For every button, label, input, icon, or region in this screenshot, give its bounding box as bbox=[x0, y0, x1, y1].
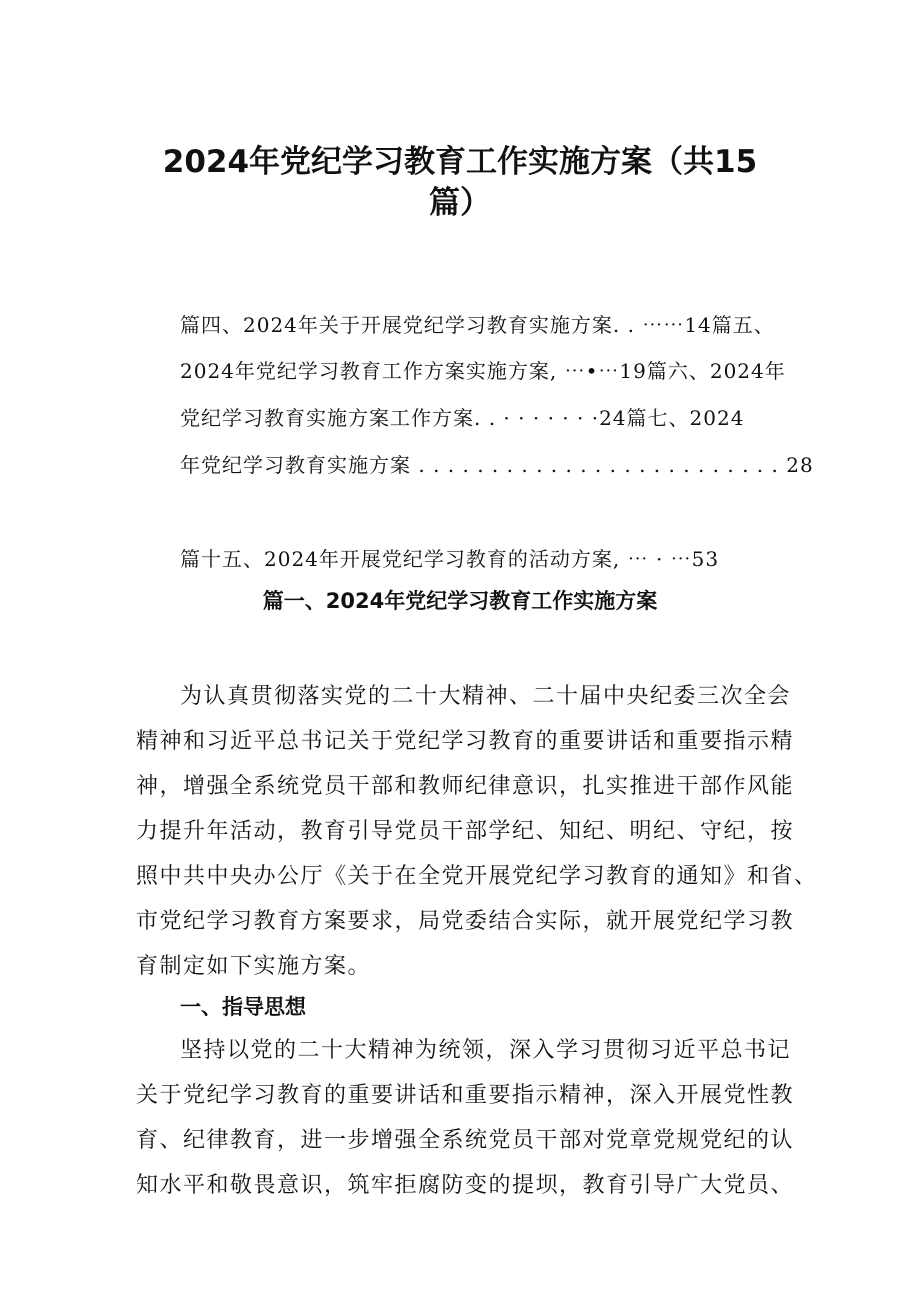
toc-line[interactable]: 党纪学习教育实施方案工作方案. . · · · · · · ·24篇七、2024 bbox=[180, 406, 745, 430]
toc-line[interactable]: 篇十五、2024年开展党纪学习教育的活动方案, ⋯ · ⋯53 bbox=[180, 547, 720, 571]
paragraph-line: 关于党纪学习教育的重要讲话和重要指示精神，深入开展党性教 bbox=[136, 1083, 795, 1108]
document-title-line-2-text: 篇） bbox=[429, 185, 491, 221]
paragraph-line: 育制定如下实施方案。 bbox=[136, 954, 372, 979]
paragraph-line: 为认真贯彻落实党的二十大精神、二十届中央纪委三次全会 bbox=[180, 684, 792, 709]
toc-line[interactable]: 2024年党纪学习教育工作方案实施方案, ⋯•⋯19篇六、2024年 bbox=[180, 359, 786, 383]
paragraph-line: 力提升年活动，教育引导党员干部学纪、知纪、明纪、守纪，按 bbox=[136, 819, 795, 844]
paragraph-line: 坚持以党的二十大精神为统领，深入学习贯彻习近平总书记 bbox=[180, 1038, 792, 1063]
subsection-heading: 一、指导思想 bbox=[180, 995, 306, 1019]
document-title-line-1: 2024年党纪学习教育工作实施方案（共15 bbox=[162, 144, 758, 180]
section-heading: 篇一、2024年党纪学习教育工作实施方案 bbox=[262, 589, 658, 613]
document-title-line-2 bbox=[120, 165, 800, 221]
toc-line[interactable]: 年党纪学习教育实施方案 . . . . . . . . . . . . . . . . . . . . . . . . . 28 bbox=[180, 453, 814, 477]
paragraph-line: 神，增强全系统党员干部和教师纪律意识，扎实推进干部作风能 bbox=[136, 774, 795, 799]
paragraph-line: 照中共中央办公厅《关于在全党开展党纪学习教育的通知》和省、 bbox=[136, 864, 818, 889]
paragraph-line: 知水平和敬畏意识，筑牢拒腐防变的提坝，教育引导广大党员、 bbox=[136, 1173, 795, 1198]
toc-line[interactable]: 篇四、2024年关于开展党纪学习教育实施方案. . ⋯⋯14篇五、 bbox=[180, 313, 775, 337]
paragraph-line: 精神和习近平总书记关于党纪学习教育的重要讲话和重要指示精 bbox=[136, 729, 795, 754]
paragraph-line: 市党纪学习教育方案要求，局党委结合实际，就开展党纪学习教 bbox=[136, 909, 795, 934]
paragraph-line: 育、纪律教育，进一步增强全系统党员干部对党章党规党纪的认 bbox=[136, 1128, 795, 1153]
